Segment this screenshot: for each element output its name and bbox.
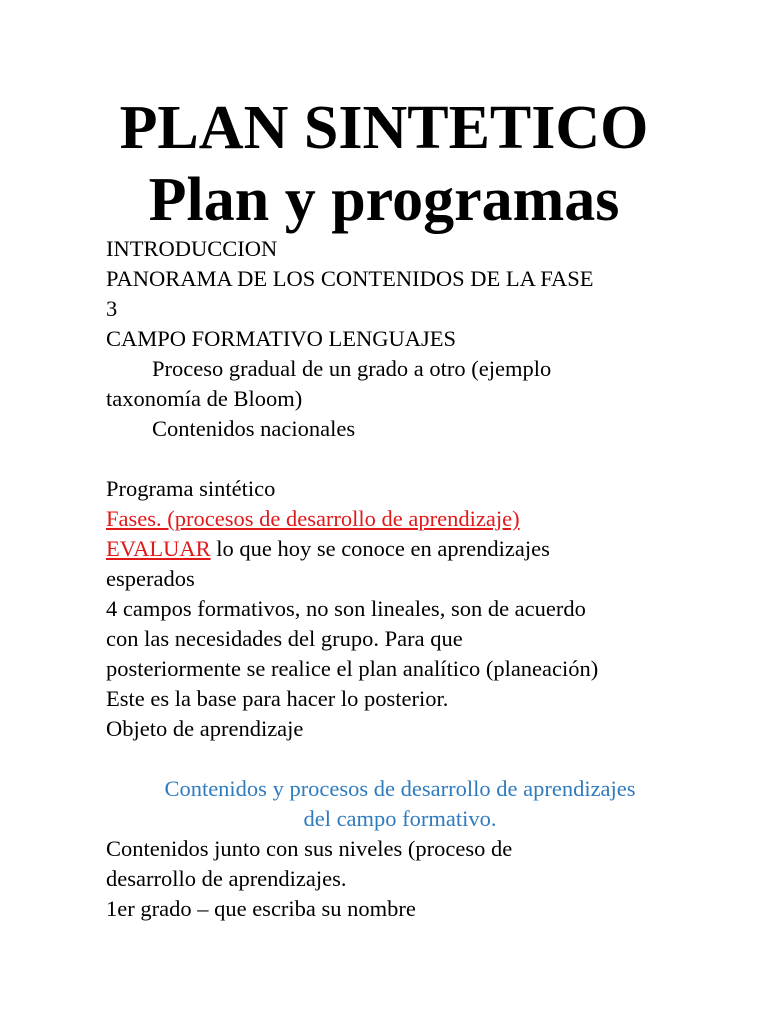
blue-line-1: Contenidos y procesos de desarrollo de aprendizajes [164, 776, 636, 801]
grado-line: 1er grado – que escriba su nombre [106, 896, 416, 921]
fases-line [106, 504, 686, 534]
page-title: PLAN SINTETICO [119, 94, 649, 162]
niveles-line-2: desarrollo de aprendizajes. [106, 866, 347, 891]
heading-panorama: PANORAMA DE LOS CONTENIDOS DE LA FASE [106, 266, 594, 291]
contenidos-nacionales: Contenidos nacionales [152, 416, 356, 441]
campos-line-3: posteriormente se realice el plan analítico (planeación) [106, 656, 599, 681]
base-line: Este es la base para hacer lo posterior. [106, 686, 449, 711]
heading-introduccion: INTRODUCCION [106, 236, 278, 261]
heading-panorama-number: 3 [106, 296, 118, 321]
heading-campo-formativo: CAMPO FORMATIVO LENGUAJES [106, 326, 457, 351]
blue-line-2: del campo formativo. [303, 806, 497, 831]
proceso-line-1: Proceso gradual de un grado a otro (ejemplo [152, 356, 552, 381]
objeto-line: Objeto de aprendizaje [106, 716, 304, 741]
evaluar-line [106, 534, 686, 564]
niveles-line-1: Contenidos junto con sus niveles (proceso de [106, 836, 513, 861]
evaluar-rest: lo que hoy se conoce en aprendizajes [210, 536, 550, 561]
programa-sintetico: Programa sintético [106, 476, 276, 501]
page-subtitle: Plan y programas [148, 166, 620, 234]
campos-line-1: 4 campos formativos, no son lineales, son de acuerdo [106, 596, 586, 621]
campos-line-2: con las necesidades del grupo. Para que [106, 626, 463, 651]
proceso-line-2: taxonomía de Bloom) [106, 386, 303, 411]
fases-text: Fases. (procesos de desarrollo de aprendizaje) [106, 506, 520, 531]
document-body [106, 234, 686, 924]
esperados-line: esperados [106, 566, 195, 591]
blank-line [106, 444, 686, 474]
blank-line-2 [106, 744, 686, 774]
evaluar-word: EVALUAR [106, 536, 211, 561]
